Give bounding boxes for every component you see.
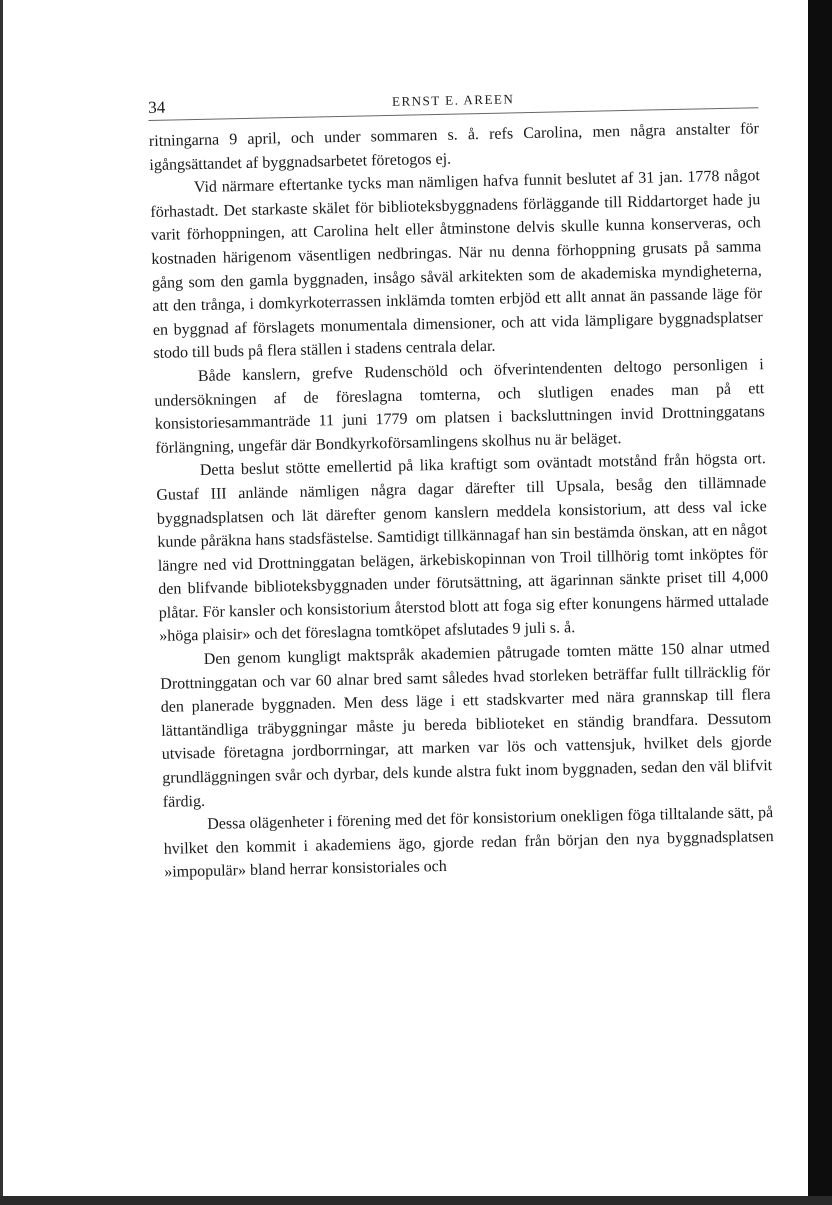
page-header [148, 83, 758, 121]
book-page [148, 83, 774, 885]
scan-edge-right [808, 0, 832, 1205]
running-head: ERNST E. AREEN [391, 91, 515, 109]
scan-edge-left [0, 0, 3, 1205]
body-text [149, 117, 775, 885]
paragraph: Den genom kungligt maktspråk akademien påtrugade tomten mätte 150 alnar utmed Drottninggatan och var 60 alnar bred samt således hvad storleken beträffar fullt tillräcklig för den planerade byggnaden. Men dess läge i ett stadskvarter med nära grannskap till flera lättantändliga träbyggningar måste ju bereda biblioteket en ständig brandfara. Dessutom utvisade företagna jordborrningar, att marken var lös och vattensjuk, hvilket dels gjorde grundläggningen svår och dyrbar, dels kunde alstra fukt inom byggnaden, sedan den väl blifvit färdig. [160, 639, 773, 811]
paragraph: Vid närmare eftertanke tycks man nämligen hafva funnit beslutet af 31 jan. 1778 något förhastadt. Det starkaste skälet för biblioteksbyggnadens förläggande till Riddartorget hade ju varit förhoppningen, att Carolina helt eller åtminstone delvis skulle kunna konserveras, och kostnaden härigenom väsentligen nedbringas. När nu denna förhoppning grusats på samma gång som den gamla byggnaden, insågo såväl arkitekten som de akademiska myndigheterna, att den trånga, i domkyrkoterrassen inklämda tomten erbjöd ett allt annat än passande läge för en byggnad af förslagets monumentala dimensioner, och att vida lämpligare byggnadsplatser stodo till buds på flera ställen i stadens centrala delar. [150, 167, 763, 363]
paragraph: Detta beslut stötte emellertid på lika kraftigt som oväntadt motstånd från högsta ort. Gustaf III anlände nämligen några dagar därefter till Upsala, besåg den tillämnade byggnadsplatsen och lät därefter genom kanslern meddela konsistorium, att dess val icke kunde påräkna hans stadsfästelse. Samtidigt tillkännagaf han sin bestämda önskan, att en något längre ned vid Drottninggatan belägen, ärkebiskopinnan von Troil tillhörig tomt inköptes för den blifvande biblioteksbyggnaden under förutsättning, att ägarinnan sänkte priset till 4,000 plåtar. För kansler och konsistorium återstod blott att foga sig efter konungens härmed uttalade »höga plaisir» och det föreslagna tomtköpet afslutades 9 juli s. å. [156, 450, 769, 646]
paragraph-continued: ritningarna 9 april, och under sommaren s. å. refs Carolina, men några anstalter för igångsättandet af byggnadsarbetet företogos ej. [148, 120, 759, 174]
scan-edge-bottom [0, 1196, 832, 1205]
paragraph: Både kanslern, grefve Rudenschöld och öfverintendenten deltogo personligen i undersökningen af de föreslagna tomterna, och slutligen enades man på ett konsistoriesammanträde 11 juni 1779 om platsen i backsluttningen invid Drottninggatans förlängning, ungefär där Bondkyrkoförsamlingens skolhus nu är beläget. [154, 356, 765, 457]
page-number: 34 [148, 97, 166, 117]
paragraph: Dessa olägenheter i förening med det för konsistorium onekligen föga tilltalande sätt, på hvilket den kommit i akademiens ägo, gjorde redan från början den nya byggnadsplatsen »impopulär» bland herrar konsistoriales och [163, 804, 774, 882]
